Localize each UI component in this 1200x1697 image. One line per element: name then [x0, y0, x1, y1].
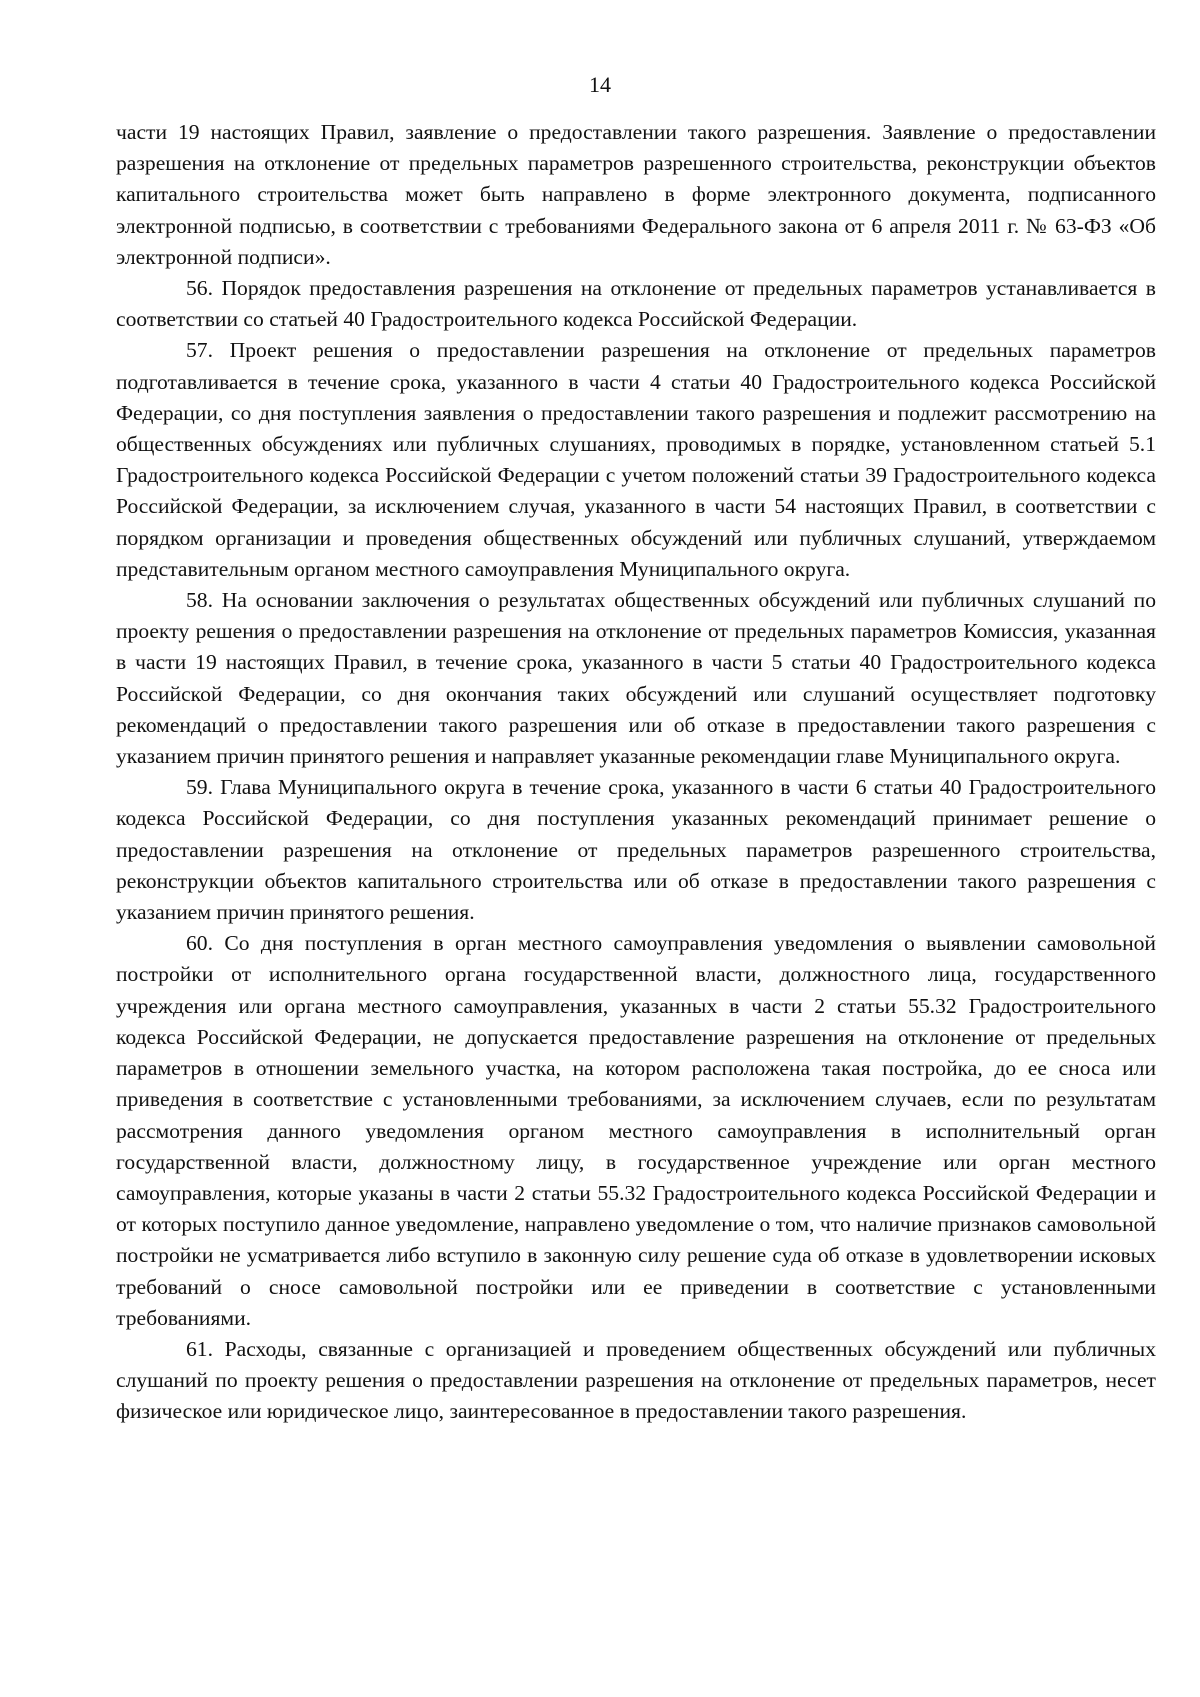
paragraph-61: 61. Расходы, связанные с организацией и проведением общественных обсуждений или публичных слушаний по проекту решения о предоставлении разрешения на отклонение от предельных параметров, несет физическое или юридическое лицо, заинтересованное в предоставлении такого разрешения.: [116, 1336, 1156, 1424]
paragraph-60: 60. Со дня поступления в орган местного самоуправления уведомления о выявлении самовольной постройки от исполнительного органа государственной власти, должностного лица, государственного учреждения или органа местного самоуправления, указанных в части 2 статьи 55.32 Градостроительного кодекса Российской Федерации, не допускается предоставление разрешения на отклонение от предельных параметров в отношении земельного участка, на котором расположена такая постройка, до ее сноса или приведения в соответствие с установленными требованиями, за исключением случаев, если по результатам рассмотрения данного уведомления органом местного самоуправления в исполнительный орган государственной власти, должностному лицу, в государственное учреждение или орган местного самоуправления, которые указаны в части 2 статьи 55.32 Градостроительного кодекса Российской Федерации и от которых поступило данное уведомление, направлено уведомление о том, что наличие признаков самовольной постройки не усматривается либо вступило в законную силу решение суда об отказе в удовлетворении исковых требований о сносе самовольной постройки или ее приведении в соответствие с установленными требованиями.: [116, 931, 1156, 1330]
paragraph-56: 56. Порядок предоставления разрешения на отклонение от предельных параметров устанавливается в соответствии со статьей 40 Градостроительного кодекса Российской Федерации.: [116, 276, 1156, 332]
paragraph-58: 58. На основании заключения о результатах общественных обсуждений или публичных слушаний по проекту решения о предоставлении разрешения на отклонение от предельных параметров Комиссия, указанная в части 19 настоящих Правил, в течение срока, указанного в части 5 статьи 40 Градостроительного кодекса Российской Федерации, со дня окончания таких обсуждений или слушаний осуществляет подготовку рекомендаций о предоставлении такого разрешения или об отказе в предоставлении такого разрешения с указанием причин принятого решения и направляет указанные рекомендации главе Муниципального округа.: [116, 588, 1156, 769]
document-body: [116, 117, 1156, 1428]
paragraph-57: 57. Проект решения о предоставлении разрешения на отклонение от предельных параметров подготавливается в течение срока, указанного в части 4 статьи 40 Градостроительного кодекса Российской Федерации, со дня поступления заявления о предоставлении такого разрешения и подлежит рассмотрению на общественных обсуждениях или публичных слушаниях, проводимых в порядке, установленном статьей 5.1 Градостроительного кодекса Российской Федерации с учетом положений статьи 39 Градостроительного кодекса Российской Федерации, за исключением случая, указанного в части 54 настоящих Правил, в соответствии с порядком организации и проведения общественных обсуждений или публичных слушаний, утверждаемом представительным органом местного самоуправления Муниципального округа.: [116, 338, 1156, 581]
paragraph-continuation: части 19 настоящих Правил, заявление о предоставлении такого разрешения. Заявление о предоставлении разрешения на отклонение от предельных параметров разрешенного строительства, реконструкции объектов капитального строительства может быть направлено в форме электронного документа, подписанного электронной подписью, в соответствии с требованиями Федерального закона от 6 апреля 2011 г. № 63-ФЗ «Об электронной подписи».: [116, 120, 1156, 269]
paragraph-59: 59. Глава Муниципального округа в течение срока, указанного в части 6 статьи 40 Градостроительного кодекса Российской Федерации, со дня поступления указанных рекомендаций принимает решение о предоставлении разрешения на отклонение от предельных параметров разрешенного строительства, реконструкции объектов капитального строительства или об отказе в предоставлении такого разрешения с указанием причин принятого решения.: [116, 775, 1156, 925]
page-number: 14: [589, 72, 611, 97]
